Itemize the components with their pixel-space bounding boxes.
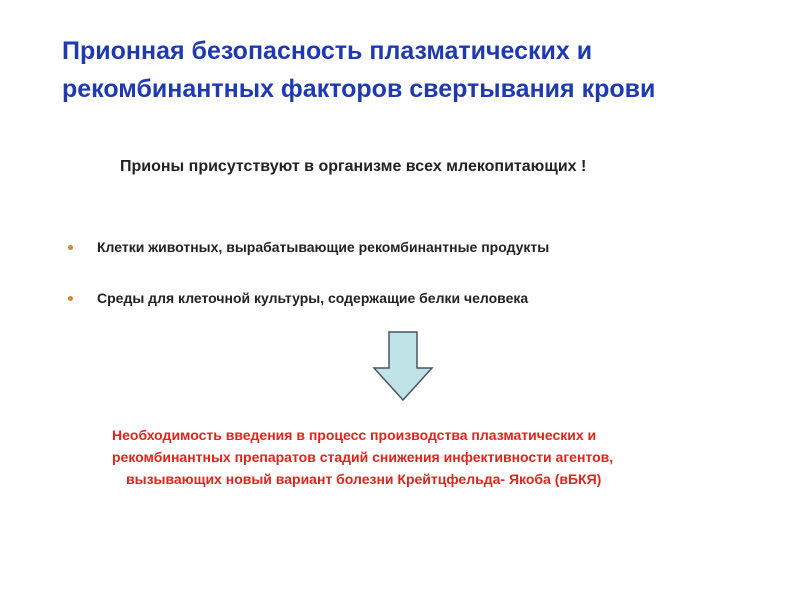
slide-subtitle: Прионы присутствуют в организме всех млекопитающих ! (120, 158, 587, 175)
conclusion-line-1: Необходимость введения в процесс производства плазматических и (112, 427, 597, 443)
bullet-text: Среды для клеточной культуры, содержащие белки человека (97, 290, 529, 306)
down-arrow-icon (372, 330, 434, 402)
conclusion-line-3: вызывающих новый вариант болезни Крейтцфельда- Якоба (вБКЯ) (126, 471, 602, 487)
slide-title-line-2: рекомбинантных факторов свертывания крови (62, 75, 656, 103)
slide-title (62, 32, 762, 108)
conclusion-text (100, 424, 750, 490)
bullet-dot-icon (68, 245, 73, 250)
slide-title-line-1: Прионная безопасность плазматических и (62, 37, 593, 65)
conclusion-line-2: рекомбинантных препаратов стадий снижения инфективности агентов, (112, 449, 614, 465)
bullet-dot-icon (68, 296, 73, 301)
bullet-text: Клетки животных, вырабатывающие рекомбинантные продукты (97, 239, 550, 255)
